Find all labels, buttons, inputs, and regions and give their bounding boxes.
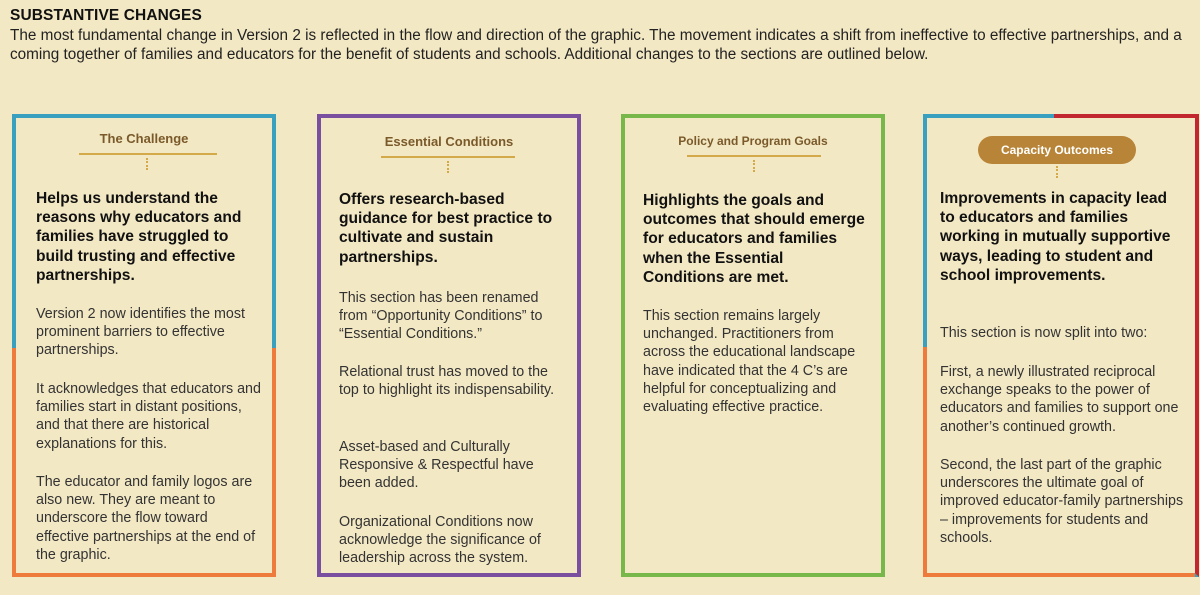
- card-label: Policy and Program Goals: [678, 134, 828, 148]
- label-underline: [687, 155, 821, 157]
- card-paragraph: The educator and family logos are also new. They are meant to underscore the flow toward effective partnerships at the end of the graphic.: [36, 474, 256, 563]
- card-the-challenge: [12, 114, 276, 577]
- card-paragraph: Relational trust has moved to the top to highlight its indispensability.: [339, 364, 555, 399]
- dotted-connector: [753, 160, 755, 172]
- card-lead-text: Highlights the goals and outcomes that should emerge for educators and families when the Essential Conditions are met.: [643, 192, 865, 286]
- card-paragraph: This section is now split into two:: [940, 325, 1148, 341]
- page-title: SUBSTANTIVE CHANGES: [10, 7, 202, 24]
- card-paragraph: Organizational Conditions now acknowledge the significance of leadership across the system.: [339, 514, 541, 567]
- intro-paragraph: The most fundamental change in Version 2 is reflected in the flow and direction of the graphic. The movement indicates a shift from ineffective to effective partnerships, and a coming together of families and educators for the benefit of students and schools. Additional changes to the sections are outlined below.: [10, 27, 1182, 63]
- card-lead-text: Helps us understand the reasons why educators and families have struggled to build trusting and effective partnerships.: [36, 190, 242, 284]
- card-label: Essential Conditions: [384, 134, 514, 149]
- label-underline: [79, 153, 217, 155]
- card-paragraph: It acknowledges that educators and families start in distant positions, and that there are historical explanations for this.: [36, 381, 261, 452]
- card-policy-and-program-goals: [621, 114, 885, 577]
- dotted-connector: [447, 161, 449, 173]
- card-label: The Challenge: [99, 131, 189, 146]
- dotted-connector: [146, 158, 148, 170]
- card-lead-text: Offers research-based guidance for best practice to cultivate and sustain partnerships.: [339, 191, 553, 266]
- card-paragraph: Second, the last part of the graphic underscores the ultimate goal of improved educator-family partnerships – improvements for students and schools.: [940, 457, 1184, 546]
- card-paragraph: This section remains largely unchanged. Practitioners from across the educational landscape have indicated that the 4 C’s are helpful for conceptualizing and evaluating effective practice.: [643, 308, 856, 416]
- dotted-connector: [1056, 166, 1058, 178]
- card-capacity-outcomes: [923, 114, 1199, 577]
- card-paragraph: Version 2 now identifies the most prominent barriers to effective partnerships.: [36, 306, 246, 359]
- card-paragraph: This section has been renamed from “Opportunity Conditions” to “Essential Conditions.”: [339, 290, 543, 343]
- card-lead-text: Improvements in capacity lead to educators and families working in mutually supportive ways, leading to student and school improvements.: [940, 190, 1171, 284]
- card-essential-conditions: [317, 114, 581, 577]
- card-paragraph: First, a newly illustrated reciprocal exchange speaks to the power of educators and families to support one another’s continued growth.: [940, 364, 1179, 435]
- card-label-pill: Capacity Outcomes: [978, 136, 1136, 164]
- label-underline: [381, 156, 515, 158]
- card-paragraph: Asset-based and Culturally Responsive & Respectful have been added.: [339, 439, 534, 492]
